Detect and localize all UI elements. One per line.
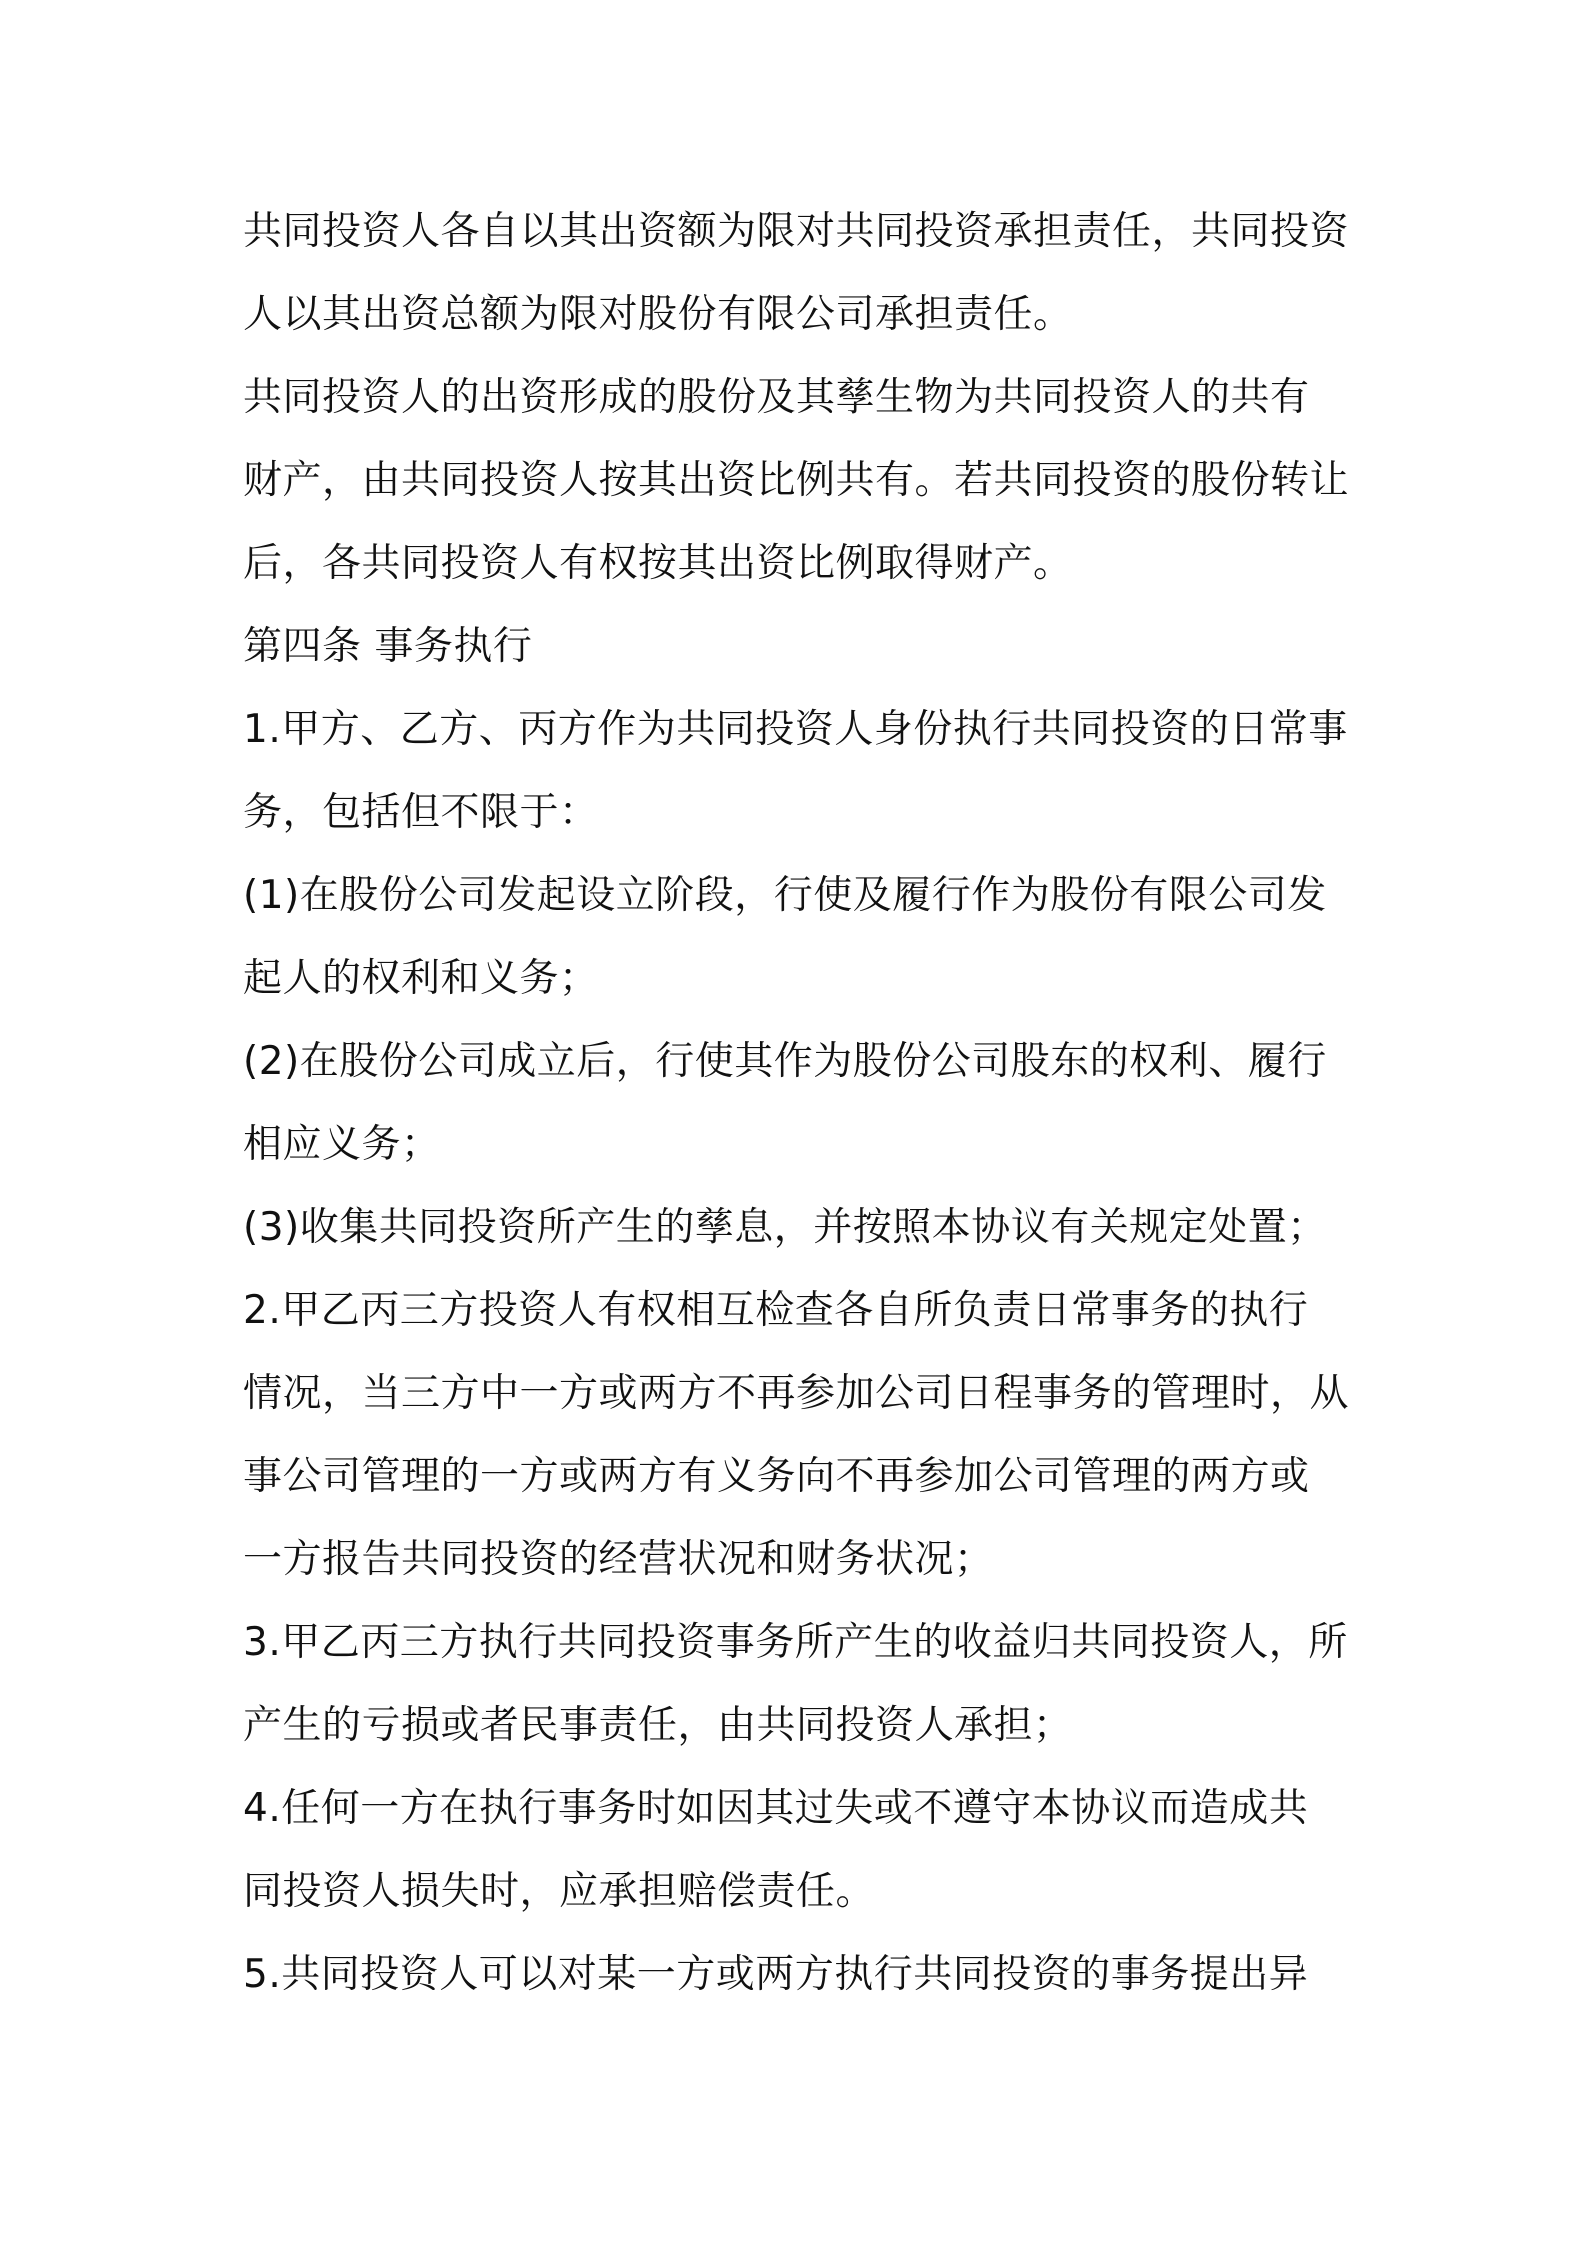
paragraph-line: 后，各共同投资人有权按其出资比例取得财产。 [243,541,1073,586]
paragraph-line: 共同投资人的出资形成的股份及其孳生物为共同投资人的共有 [243,375,1310,420]
paragraph-line: 4.任何一方在执行事务时如因其过失或不遵守本协议而造成共 [243,1786,1309,1831]
section-heading: 第四条 事务执行 [243,624,533,669]
paragraph-line: 产生的亏损或者民事责任，由共同投资人承担； [243,1703,1073,1748]
paragraph-line: (1)在股份公司发起设立阶段，行使及履行作为股份有限公司发 [243,873,1327,918]
paragraph-line: 5.共同投资人可以对某一方或两方执行共同投资的事务提出异 [243,1952,1309,1997]
paragraph-line: 相应义务； [243,1122,441,1167]
paragraph-line: 务，包括但不限于： [243,790,599,835]
paragraph-line: 2.甲乙丙三方投资人有权相互检查各自所负责日常事务的执行 [243,1288,1309,1333]
paragraph-line: 情况，当三方中一方或两方不再参加公司日程事务的管理时，从 [243,1371,1350,1416]
paragraph-line: 人以其出资总额为限对股份有限公司承担责任。 [243,292,1073,337]
paragraph-line: 起人的权利和义务； [243,956,599,1001]
paragraph-line: 事公司管理的一方或两方有义务向不再参加公司管理的两方或 [243,1454,1310,1499]
paragraph-line: 一方报告共同投资的经营状况和财务状况； [243,1537,994,1582]
document-body [243,190,1363,2016]
paragraph-line: 同投资人损失时，应承担赔偿责任。 [243,1869,876,1914]
paragraph-line: (2)在股份公司成立后，行使其作为股份公司股东的权利、履行 [243,1039,1327,1084]
paragraph-line: (3)收集共同投资所产生的孳息，并按照本协议有关规定处置； [243,1205,1327,1250]
paragraph-line: 1.甲方、乙方、丙方作为共同投资人身份执行共同投资的日常事 [243,707,1348,752]
paragraph-line: 财产，由共同投资人按其出资比例共有。若共同投资的股份转让 [243,458,1350,503]
paragraph-line: 3.甲乙丙三方执行共同投资事务所产生的收益归共同投资人，所 [243,1620,1348,1665]
paragraph-line: 共同投资人各自以其出资额为限对共同投资承担责任，共同投资 [243,209,1350,254]
